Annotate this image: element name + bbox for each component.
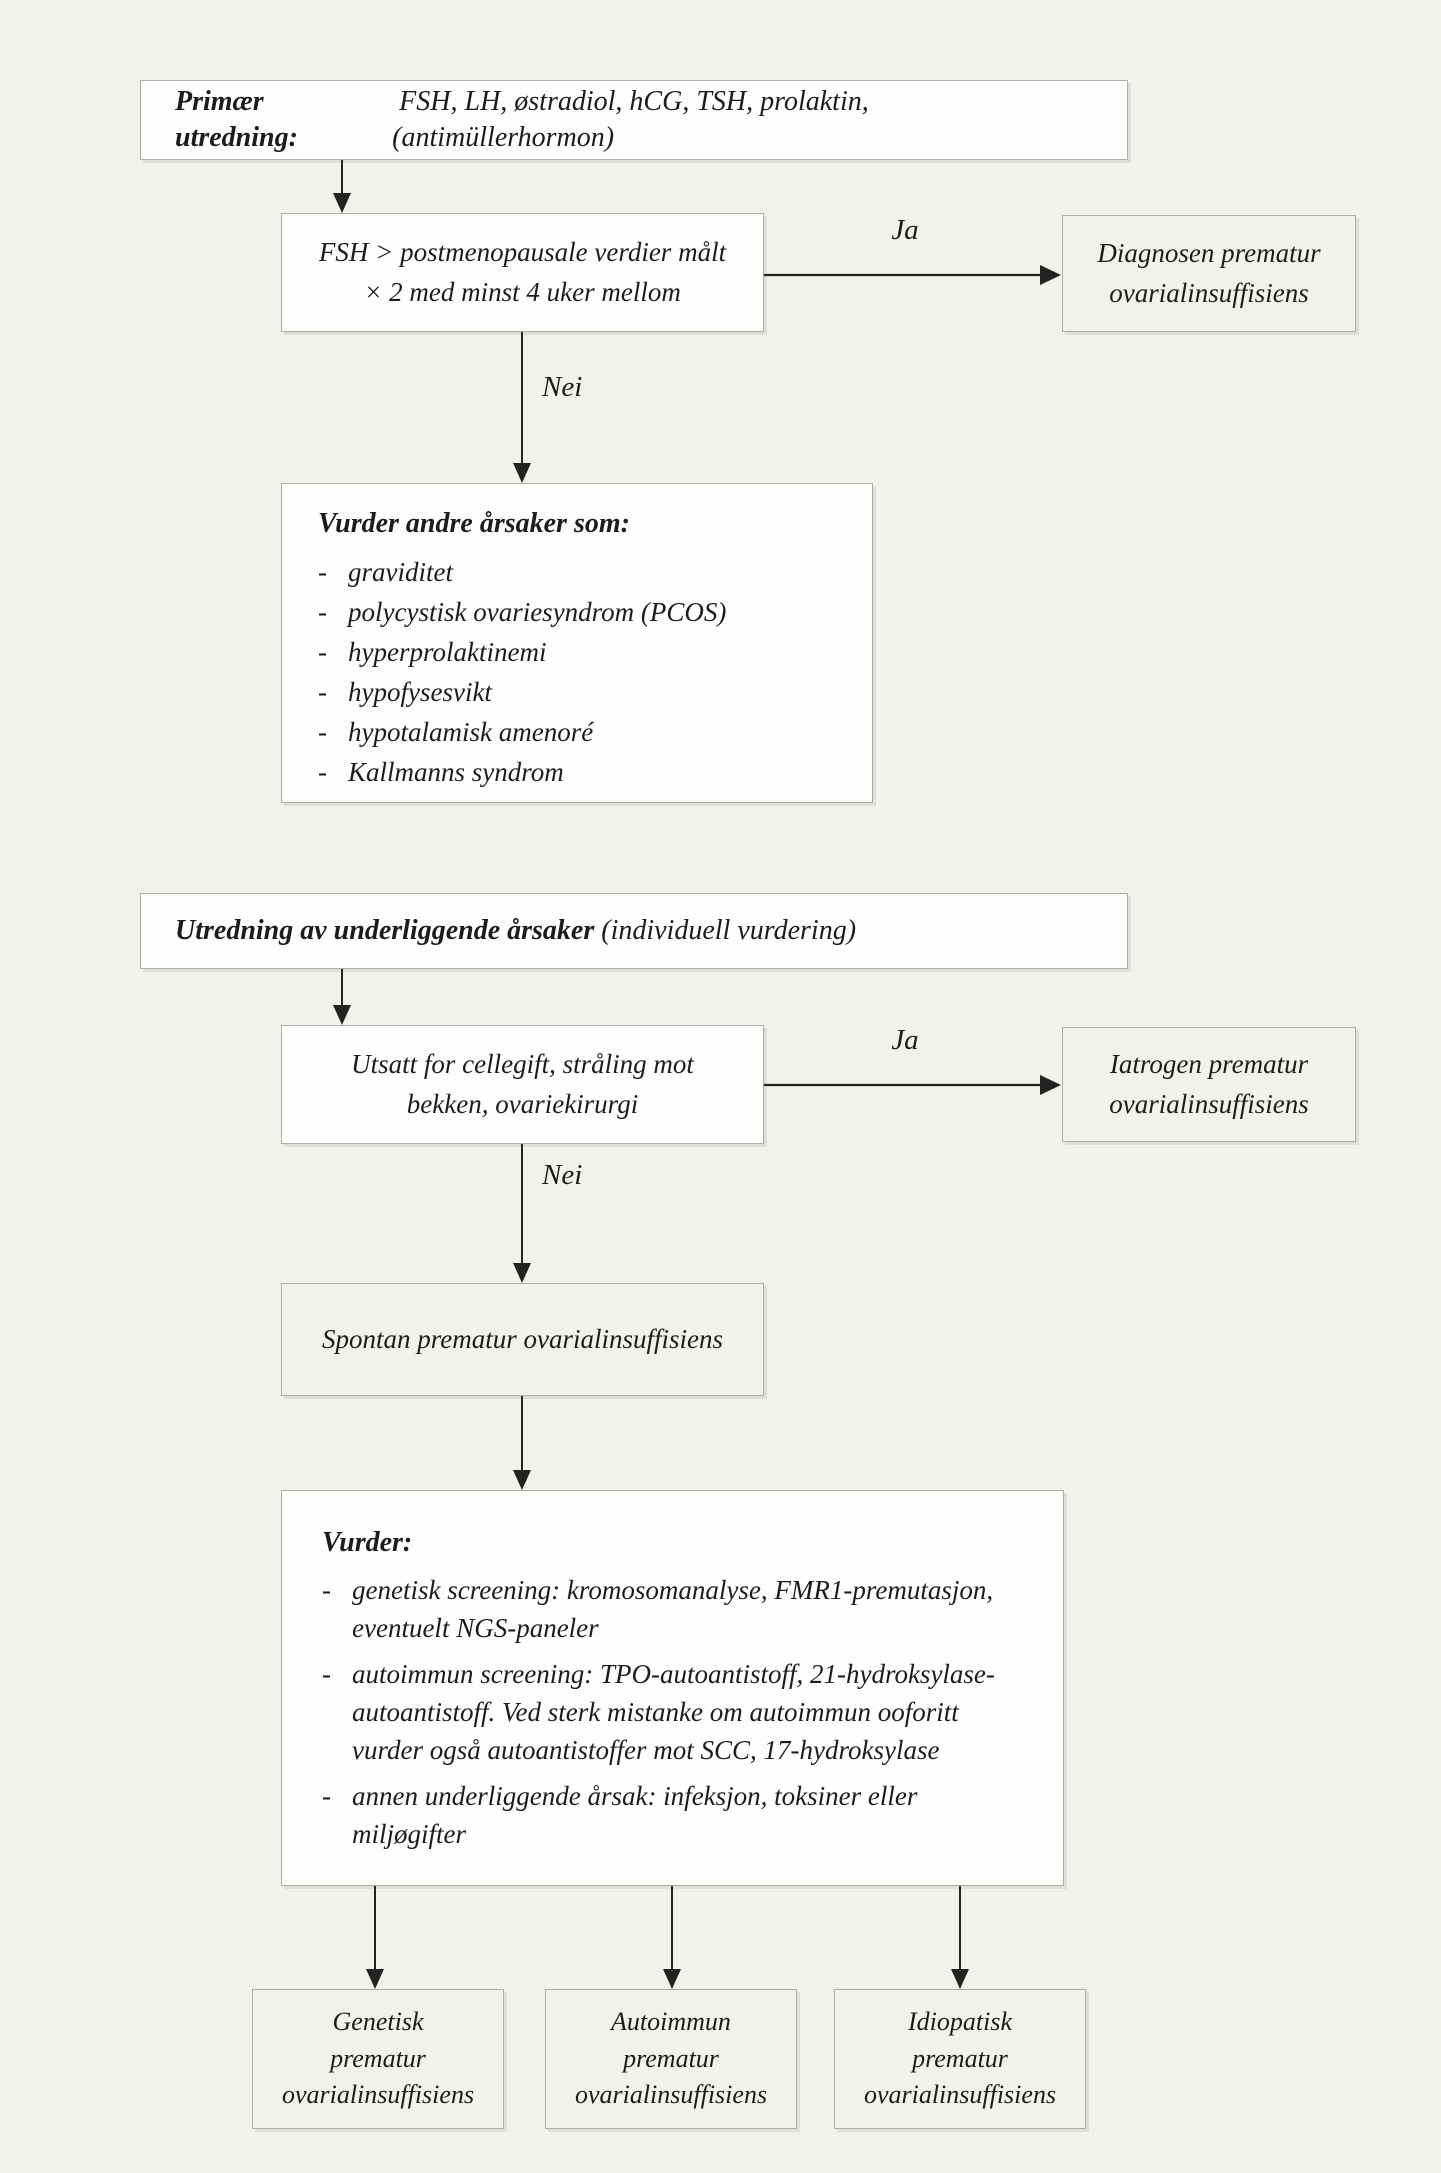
primary-workup-header: [140, 80, 1128, 160]
genetic-poi-box: [252, 1989, 504, 2129]
list-item-autoimmune-screening: - autoimmun screening: TPO-autoantistoff, 21-hydroksylase-autoantistoff. Ved sterk mistanke om autoimmun ooforitt vurder også autoantistoffer mot SCC, 17-hydroksylase: [322, 1655, 1023, 1769]
no-label-1: Nei: [542, 371, 583, 403]
genetic-poi-line2: prematur: [330, 2043, 426, 2073]
dash-marker: [318, 752, 348, 792]
consider-screening-title: Vurder:: [322, 1527, 413, 1558]
genetic-poi-line3: ovarialinsuffisiens: [281, 2080, 475, 2110]
idiopathic-poi-line3: ovarialinsuffisiens: [863, 2080, 1057, 2110]
consider-screening-box: [281, 1490, 1064, 1886]
arrow-exposure-to-iatrogenic-head: [1040, 1075, 1061, 1095]
autoimmune-poi-line1: Autoimmun: [611, 2007, 731, 2037]
list-item-kallmanns-syndrom: - Kallmanns syndrom: [318, 752, 836, 792]
exposure-decision-line2: bekken, ovariekirurgi: [406, 1088, 639, 1119]
yes-label-2: Ja: [891, 1024, 919, 1056]
idiopathic-poi-line1: Idiopatisk: [908, 2007, 1012, 2037]
autoimmune-poi-line2: prematur: [623, 2043, 719, 2073]
list-item-hyperprolaktinemi: - hyperprolaktinemi: [318, 632, 836, 672]
fsh-decision-box: [281, 213, 764, 332]
autoimmune-poi-line3: ovarialinsuffisiens: [574, 2080, 768, 2110]
dash-marker: [318, 712, 348, 752]
arrow-exposure-to-spontaneous-head: [513, 1263, 531, 1283]
arrow-secondary-to-exposure-head: [333, 1005, 351, 1025]
other-causes-box: [281, 483, 873, 803]
list-item-pcos: - polycystisk ovariesyndrom (PCOS): [318, 592, 836, 632]
underlying-causes-note: (individuell vurdering): [594, 914, 857, 946]
diagnosis-poi-line1: Diagnosen prematur: [1097, 238, 1321, 269]
dash-marker: [322, 1655, 352, 1769]
arrow-primary-to-fsh-head: [333, 193, 351, 213]
yes-label-1: Ja: [891, 214, 919, 246]
dash-marker: [318, 592, 348, 632]
idiopathic-poi-box: [834, 1989, 1086, 2129]
idiopathic-poi-line2: prematur: [912, 2043, 1008, 2073]
primary-workup-title: Primær utredning:: [175, 85, 298, 153]
fsh-decision-line2: × 2 med minst 4 uker mellom: [364, 276, 681, 307]
dash-marker: [322, 1777, 352, 1853]
exposure-decision-text: [351, 1045, 694, 1123]
spontaneous-poi-box: [281, 1283, 764, 1396]
list-item-hypofysesvikt: - hypofysesvikt: [318, 672, 836, 712]
genetic-poi-line1: Genetisk: [332, 2007, 424, 2037]
spontaneous-poi-text: Spontan prematur ovarialinsuffisiens: [321, 1323, 723, 1354]
underlying-causes-title: Utredning av underliggende årsaker: [175, 914, 595, 946]
list-item-graviditet: - graviditet: [318, 552, 836, 592]
primary-workup-tests: FSH, LH, østradiol, hCG, TSH, prolaktin, (antimüllerhormon): [392, 85, 876, 153]
other-causes-title: Vurder andre årsaker som:: [318, 508, 630, 539]
iatrogenic-poi-line2: ovarialinsuffisiens: [1109, 1088, 1309, 1119]
arrow-consider-to-genetic-head: [366, 1969, 384, 1989]
iatrogenic-poi-text: [1109, 1045, 1309, 1123]
iatrogenic-poi-line1: Iatrogen prematur: [1109, 1049, 1309, 1080]
underlying-causes-header: [140, 893, 1128, 969]
fsh-decision-text: [319, 233, 726, 311]
fsh-decision-line1: FSH > postmenopausale verdier målt: [318, 237, 727, 268]
arrow-consider-to-idiopathic-head: [951, 1969, 969, 1989]
exposure-decision-line1: Utsatt for cellegift, stråling mot: [351, 1049, 694, 1080]
diagnosis-poi-text: [1097, 234, 1320, 312]
arrow-fsh-to-diagnosis-head: [1040, 265, 1061, 285]
diagnosis-poi-box: [1062, 215, 1356, 332]
arrow-spontaneous-to-consider-head: [513, 1470, 531, 1490]
dash-marker: [318, 632, 348, 672]
arrow-fsh-to-othercauses-head: [513, 463, 531, 483]
dash-marker: [322, 1571, 352, 1647]
iatrogenic-poi-box: [1062, 1027, 1356, 1142]
list-item-other-underlying-cause: - annen underliggende årsak: infeksjon, toksiner eller miljøgifter: [322, 1777, 1023, 1853]
autoimmune-poi-box: [545, 1989, 797, 2129]
dash-marker: [318, 672, 348, 712]
list-item-hypotalamisk-amenore: - hypotalamisk amenoré: [318, 712, 836, 752]
no-label-2: Nei: [542, 1159, 583, 1191]
list-item-genetic-screening: - genetisk screening: kromosomanalyse, FMR1-premutasjon, eventuelt NGS-paneler: [322, 1571, 1023, 1647]
dash-marker: [318, 552, 348, 592]
exposure-decision-box: [281, 1025, 764, 1144]
arrow-consider-to-autoimmune-head: [663, 1969, 681, 1989]
diagnosis-poi-line2: ovarialinsuffisiens: [1109, 277, 1309, 308]
